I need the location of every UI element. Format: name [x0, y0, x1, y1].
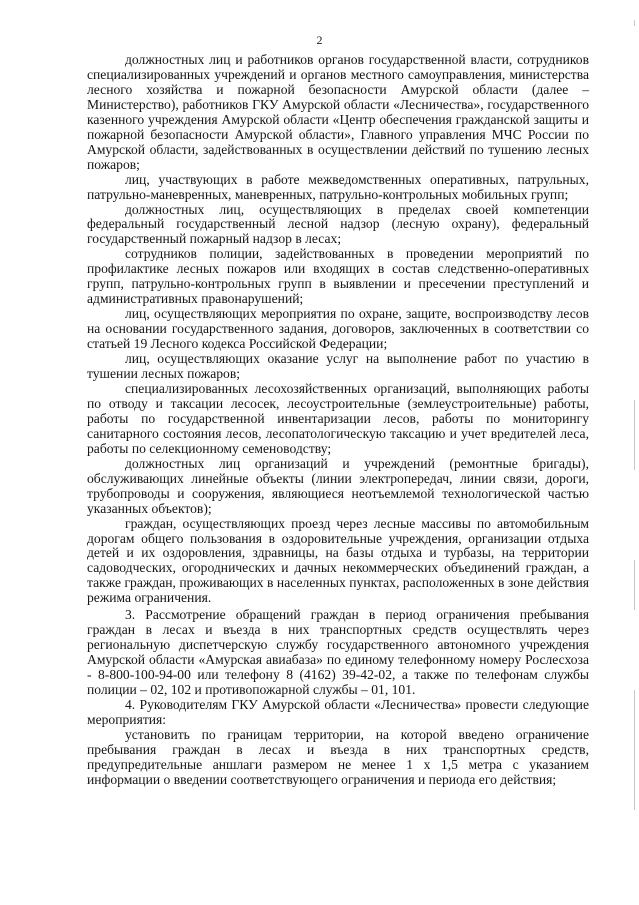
paragraph-mobile-groups: лиц, участвующих в работе межведомственных оперативных, патрульных, патрульно-маневренных, маневренных, патрульно-контрольных мобильных групп;	[87, 171, 589, 202]
paragraph-forest-supervision: должностных лиц, осуществляющих в пределах своей компетенции федеральный государственный лесной надзор (лесную охрану), федеральный государственный пожарный надзор в лесах;	[87, 201, 589, 247]
numbered-item-4: 4. Руководителям ГКУ Амурской области «Лесничества» провести следующие мероприятия:	[87, 696, 589, 727]
paragraph-warning-signs: установить по границам территории, на которой введено ограничение пребывания граждан в лесах и въезда в них транспортных средств, предупредительные аншлаги размером не менее 1 х 1,5 метра с указанием информации о введении соответствующего ограничения и периода его действия;	[87, 726, 589, 787]
scan-edge-mark	[634, 560, 635, 610]
paragraph-officials: должностных лиц и работников органов государственной власти, сотрудников специализированных учреждений и органов местного самоуправления, министерства лесного хозяйства и пожарной безопасности Амурской области (далее – Министерство), работников ГКУ Амурской области «Лесничества», государственного казенного учреждения Амурской области «Центр обеспечения гражданской защиты и пожарной безопасности Амурской области», Главного управления МЧС России по Амурской области, задействованных в осуществлении действий по тушению лесных пожаров;	[87, 52, 589, 172]
scan-edge-mark	[634, 690, 635, 810]
paragraph-police: сотрудников полиции, задействованных в проведении мероприятий по профилактике лесных пожаров или входящих в состав следственно-оперативных групп, патрульно-контрольных групп в выявлении и пресечении преступлений и административных правонарушений;	[87, 246, 589, 307]
scan-edge-mark	[634, 20, 635, 26]
paragraph-forestry-organizations: специализированных лесохозяйственных организаций, выполняющих работы по отводу и таксации лесосек, лесоустроительные (землеустроительные) работы, работы по государственной инвентаризации лесов, работы по мониторингу санитарного состояния лесов, лесопатологическую таксацию и учет вредителей леса, работы по селекционному семеноводству;	[87, 380, 589, 456]
page-number: 2	[316, 33, 323, 47]
numbered-item-3: 3. Рассмотрение обращений граждан в период ограничения пребывания граждан в лесах и въезда в них транспортных средств осуществлять через региональную диспетчерскую службу государственного автономного учреждения Амурской области «Амурская авиабаза» по единому телефонному номеру Рослесхоза - 8-800-100-94-00 или телефону 8 (4162) 39-42-02, а также по телефонам службы полиции – 02, 102 и противопожарной службы – 01, 101.	[87, 607, 589, 698]
paragraph-forest-protection: лиц, осуществляющих мероприятия по охране, защите, воспроизводству лесов на основании государственного задания, договоров, заключенных в соответствии со статьей 19 Лесного кодекса Российской Федерации;	[87, 306, 589, 352]
paragraph-citizens-transit: граждан, осуществляющих проезд через лесные массивы по автомобильным дорогам общего пользования в оздоровительные учреждения, организации отдыха детей и их оздоровления, здравницы, на базы отдыха и турбазы, на территории садоводческих, огороднических и дачных некоммерческих объединений граждан, а также граждан, проживающих в населенных пунктах, расположенных в зоне действия режима ограничения.	[87, 515, 589, 606]
paragraph-linear-objects: должностных лиц организаций и учреждений (ремонтные бригады), обслуживающих линейные объекты (линии электропередач, линии связи, дороги, трубопроводы и сооружения, являющиеся неотъемлемой технологической частью указанных объектов);	[87, 455, 589, 516]
document-body	[87, 53, 589, 788]
paragraph-fire-services: лиц, осуществляющих оказание услуг на выполнение работ по участию в тушении лесных пожаров;	[87, 351, 589, 382]
scan-edge-mark	[634, 400, 635, 470]
